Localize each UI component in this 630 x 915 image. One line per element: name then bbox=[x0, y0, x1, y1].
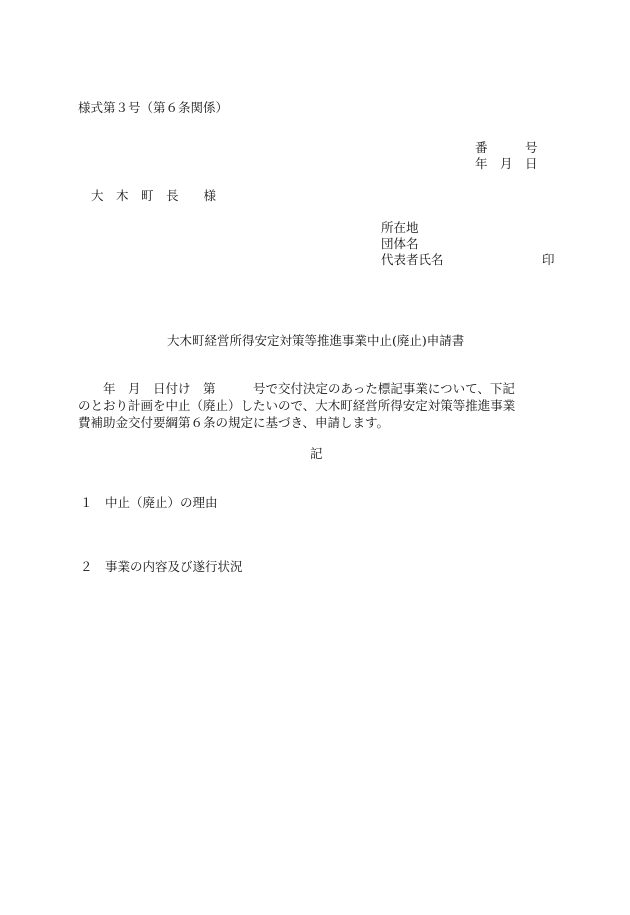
applicant-address-label: 所在地 bbox=[381, 220, 419, 235]
item-status: ２ 事業の内容及び遂行状況 bbox=[80, 559, 243, 574]
form-number: 様式第３号（第６条関係） bbox=[78, 100, 229, 115]
body-line: 年 月 日付け 第 号で交付決定のあった標記事業について、下記 bbox=[78, 381, 515, 396]
document-title: 大木町経営所得安定対策等推進事業中止(廃止)申請書 bbox=[167, 333, 465, 348]
body-line: 費補助金交付要綱第６条の規定に基づき、申請します。 bbox=[78, 415, 390, 430]
item-reason: １ 中止（廃止）の理由 bbox=[80, 495, 218, 510]
applicant-representative-label: 代表者氏名 bbox=[381, 252, 444, 267]
reference-number-line: 番 号 bbox=[475, 140, 538, 155]
body-line: のとおり計画を中止（廃止）したいので、大木町経営所得安定対策等推進事業 bbox=[78, 398, 516, 413]
body-paragraph bbox=[78, 380, 558, 431]
addressee: 大 木 町 長 様 bbox=[91, 188, 217, 203]
applicant-organization-label: 団体名 bbox=[381, 236, 419, 251]
date-line: 年 月 日 bbox=[475, 156, 538, 171]
ki-heading: 記 bbox=[310, 446, 323, 461]
seal-mark: 印 bbox=[542, 252, 555, 267]
